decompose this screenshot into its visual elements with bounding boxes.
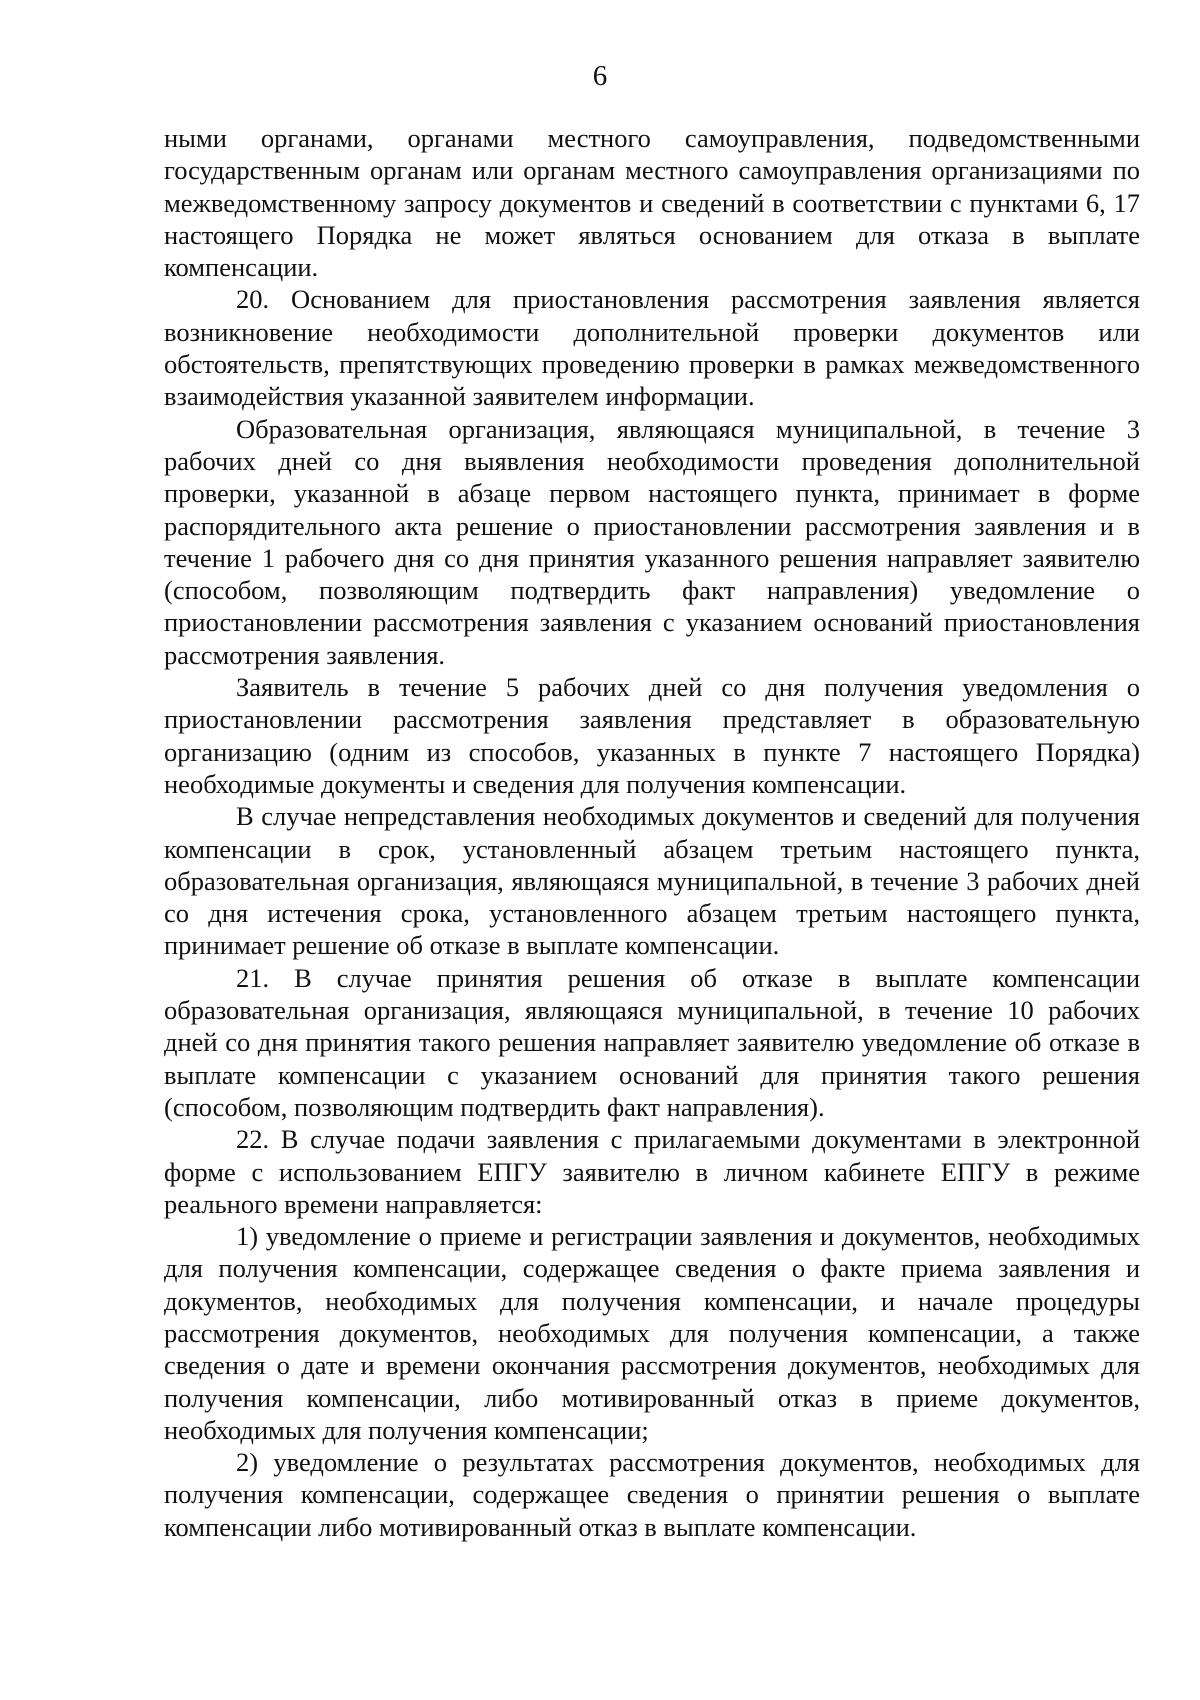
paragraph-suspension-decision: Образовательная организация, являющаяся муниципальной, в течение 3 рабочих дней со дня выявления необходимости проведения дополнительной проверки, указанной в абзаце первом настоящего пункта, принимает в форме распорядительного акта решение о приостановлении рассмотрения заявления и в течение 1 рабочего дня со дня принятия указанного решения направляет заявителю (способом, позволяющим подтвердить факт направления) уведомление о приостановлении рассмотрения заявления с указанием оснований приостановления рассмотрения заявления. bbox=[164, 413, 1140, 670]
list-item-1: 1) уведомление о приеме и регистрации заявления и документов, необходимых для получения компенсации, содержащее сведения о факте приема заявления и документов, необходимых для получения компенсации, и начале процедуры рассмотрения документов, необходимых для получения компенсации, а также сведения о дате и времени окончания рассмотрения документов, необходимых для получения компенсации, либо мотивированный отказ в приеме документов, необходимых для получения компенсации; bbox=[164, 1221, 1140, 1445]
paragraph-item-21: 21. В случае принятия решения об отказе в выплате компенсации образовательная организация, являющаяся муниципальной, в течение 10 рабочих дней со дня принятия такого решения направляет заявителю уведомление об отказе в выплате компенсации с указанием оснований для принятия такого решения (способом, позволяющим подтвердить факт направления). bbox=[164, 962, 1140, 1122]
page-number: 6 bbox=[592, 60, 608, 92]
paragraph-item-20: 20. Основанием для приостановления рассмотрения заявления является возникновение необходимости дополнительной проверки документов или обстоятельств, препятствующих проведению проверки в рамках межведомственного взаимодействия указанной заявителем информации. bbox=[164, 284, 1140, 412]
paragraph-non-submission: В случае непредставления необходимых документов и сведений для получения компенсации в срок, установленный абзацем третьим настоящего пункта, образовательная организация, являющаяся муниципальной, в течение 3 рабочих дней со дня истечения срока, установленного абзацем третьим настоящего пункта, принимает решение об отказе в выплате компенсации. bbox=[164, 801, 1140, 961]
paragraph-item-22: 22. В случае подачи заявления с прилагаемыми документами в электронной форме с использованием ЕПГУ заявителю в личном кабинете ЕПГУ в режиме реального времени направляется: bbox=[164, 1124, 1140, 1219]
list-item-2: 2) уведомление о результатах рассмотрения документов, необходимых для получения компенсации, содержащее сведения о принятии решения о выплате компенсации либо мотивированный отказ в выплате компенсации. bbox=[164, 1447, 1140, 1542]
paragraph-applicant-documents: Заявитель в течение 5 рабочих дней со дня получения уведомления о приостановлении рассмотрения заявления представляет в образовательную организацию (одним из способов, указанных в пункте 7 настоящего Порядка) необходимые документы и сведения для получения компенсации. bbox=[164, 672, 1140, 799]
paragraph-continuation: ными органами, органами местного самоуправления, подведомственными государственным органам или органам местного самоуправления организациями по межведомственному запросу документов и сведений в соответствии с пунктами 6, 17 настоящего Порядка не может являться основанием для отказа в выплате компенсации. bbox=[164, 123, 1140, 283]
document-body bbox=[164, 122, 1140, 1543]
